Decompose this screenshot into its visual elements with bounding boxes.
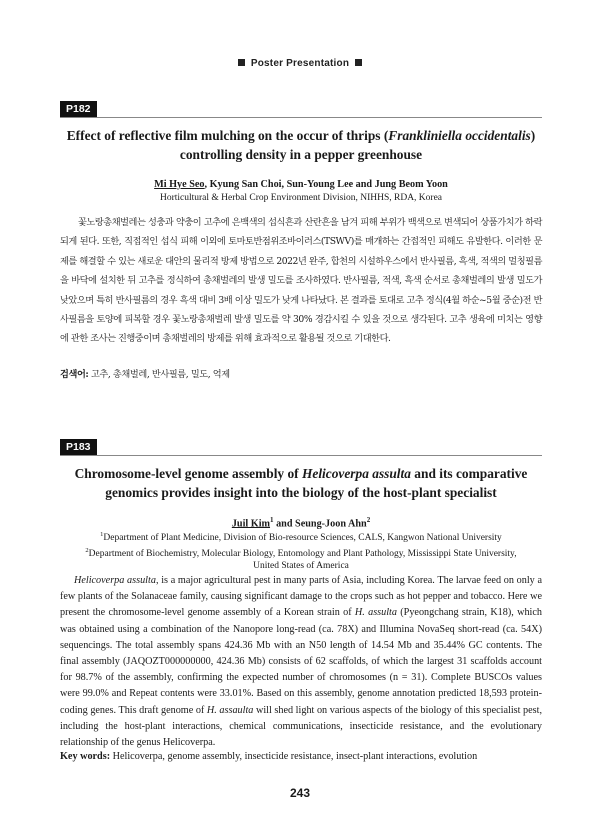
affiliation-list xyxy=(60,529,542,573)
keywords xyxy=(60,750,542,764)
page-number: 243 xyxy=(289,786,311,800)
title-species: Frankliniella occidentalis xyxy=(388,128,531,143)
keywords xyxy=(60,368,542,382)
abstract-text: , is a major agricultural pest in many parts of Asia, including Korea. The larvae feed on only a few plants of the Solanaceae family, causing significant damage to the crops such as hot pepper and tobacco. Here we present the chromosome-level genome assembly of a Korean strain of xyxy=(60,575,542,619)
keywords-label: 검색어: xyxy=(60,369,89,380)
abstract-id-badge: P182 xyxy=(60,101,97,117)
section-header-label: Poster Presentation xyxy=(250,58,350,69)
presenting-author: Juil Kim xyxy=(231,518,271,530)
title-text: and its comparative xyxy=(410,466,528,481)
keywords-text: Helicoverpa, genome assembly, insecticide resistance, insect-plant interactions, evolution xyxy=(110,751,478,762)
author-list xyxy=(60,178,542,191)
affiliation: United States of America xyxy=(253,561,349,572)
keywords-text: 고추, 총채벌레, 반사필름, 밀도, 억제 xyxy=(88,369,230,380)
co-authors: , Kyung San Choi, Sun-Young Lee and Jung Beom Yoon xyxy=(204,179,448,190)
square-bullet-icon xyxy=(238,59,245,66)
author-sup: 2 xyxy=(366,516,371,524)
species-name: H. assaulta xyxy=(206,704,254,716)
title-text: controlling density in a pepper greenhouse xyxy=(179,147,423,162)
presenting-author: Mi Hye Seo xyxy=(154,179,205,190)
title-species: Helicoverpa assulta xyxy=(301,466,411,481)
affiliation: Horticultural & Herbal Crop Environment Division, NIHHS, RDA, Korea xyxy=(159,193,443,203)
title-text: ) xyxy=(530,128,536,143)
affil-sup: 1 xyxy=(100,531,104,538)
abstract-id-badge: P183 xyxy=(60,439,97,455)
title-text: Effect of reflective film mulching on the occur of thrips ( xyxy=(66,128,389,143)
affiliation: Department of Plant Medicine, Division of Bio-resource Sciences, CALS, Kangwon National University xyxy=(103,533,502,544)
abstract-title xyxy=(60,464,542,502)
title-text: genomics provides insight into the biology of the host-plant specialist xyxy=(105,485,497,500)
abstract-body xyxy=(60,573,542,751)
abstract-text: will shed light on various aspects of the biology of this specialist pest, including the host-plant interactions, chemical communications, insecticide resistance, and the evolutionary relationship of the genus Helicoverpa. xyxy=(60,704,542,749)
affil-sup: 2 xyxy=(85,546,89,554)
affiliation: Department of Biochemistry, Molecular Biology, Entomology and Plant Pathology, Mississippi State University, xyxy=(88,548,517,559)
divider xyxy=(60,117,542,118)
species-name: H. assulta xyxy=(354,607,397,619)
co-authors: and Seung-Joon Ahn xyxy=(273,518,367,530)
abstract-body: 꽃노랑총채벌레는 성충과 약충이 고추에 은백색의 섭식흔과 산란흔을 남겨 피해 부위가 백색으로 변색되어 상품가치가 하락되게 된다. 또한, 직접적인 섭식 피해 이외에 토마토반점위조바이러스(TSWV)를 매개하는 간접적인 피해도 유발한다. 이러한 문제를 해결할 수 있는 새로운 대안의 물리적 방제 방법으로 2022년 완주, 합천의 시설하우스에서 반사필름, 흑색, 적색의 멀칭필름을 바닥에 설치한 뒤 고추를 정식하여 총채벌레의 발생 밀도를 조사하였다. 반사필름, 적색, 흑색 순서로 총채벌레의 발생 밀도가 낮았으며 특히 반사필름의 경우 흑색 대비 3배 이상 밀도가 낮게 나타났다. 본 결과를 토대로 고추 정식(4월 하순~5월 중순)전 반사필름을 토양에 피복할 경우 꽃노랑총채벌레 발생 밀도를 약 30% 경감시킬 수 있을 것으로 생각된다. 고추 생육에 미치는 영향에 관한 조사는 진행중이며 총채벌레의 방제를 위해 효과적으로 활용될 것으로 기대한다. xyxy=(60,217,542,345)
title-text: Chromosome-level genome assembly of xyxy=(74,466,302,481)
abstract-text: (Pyeongchang strain, K18), which was obtained using a combination of the Nanopore long-read (ca. 78X) and Illumina NovaSeq short-read (ca. 54X) sequencings. The total assembly spans 424.36 Mb with an N50 length of 14.54 Mb and 35.44% GC contents. The final assembly (JAQOZT000000000, 424.36 Mb) consists of 62 scaffolds, of which the largest 31 scaffolds account for 98.7% of the assembly, confirming the expected number of chromosomes (n = 31). Complete BUSCOs values were 99.0% and Repeat contents were 33.01%. Based on this assembly, genome annotation predicted 18,593 protein-coding genes. This draft genome of xyxy=(60,607,543,716)
abstract-title xyxy=(60,126,542,164)
square-bullet-icon xyxy=(355,59,362,66)
author-list xyxy=(60,514,542,530)
keywords-label: Key words: xyxy=(60,751,111,762)
author-sup: 1 xyxy=(270,516,274,524)
section-header xyxy=(0,58,600,69)
divider xyxy=(60,455,542,456)
species-name: Helicoverpa assulta xyxy=(74,575,156,586)
